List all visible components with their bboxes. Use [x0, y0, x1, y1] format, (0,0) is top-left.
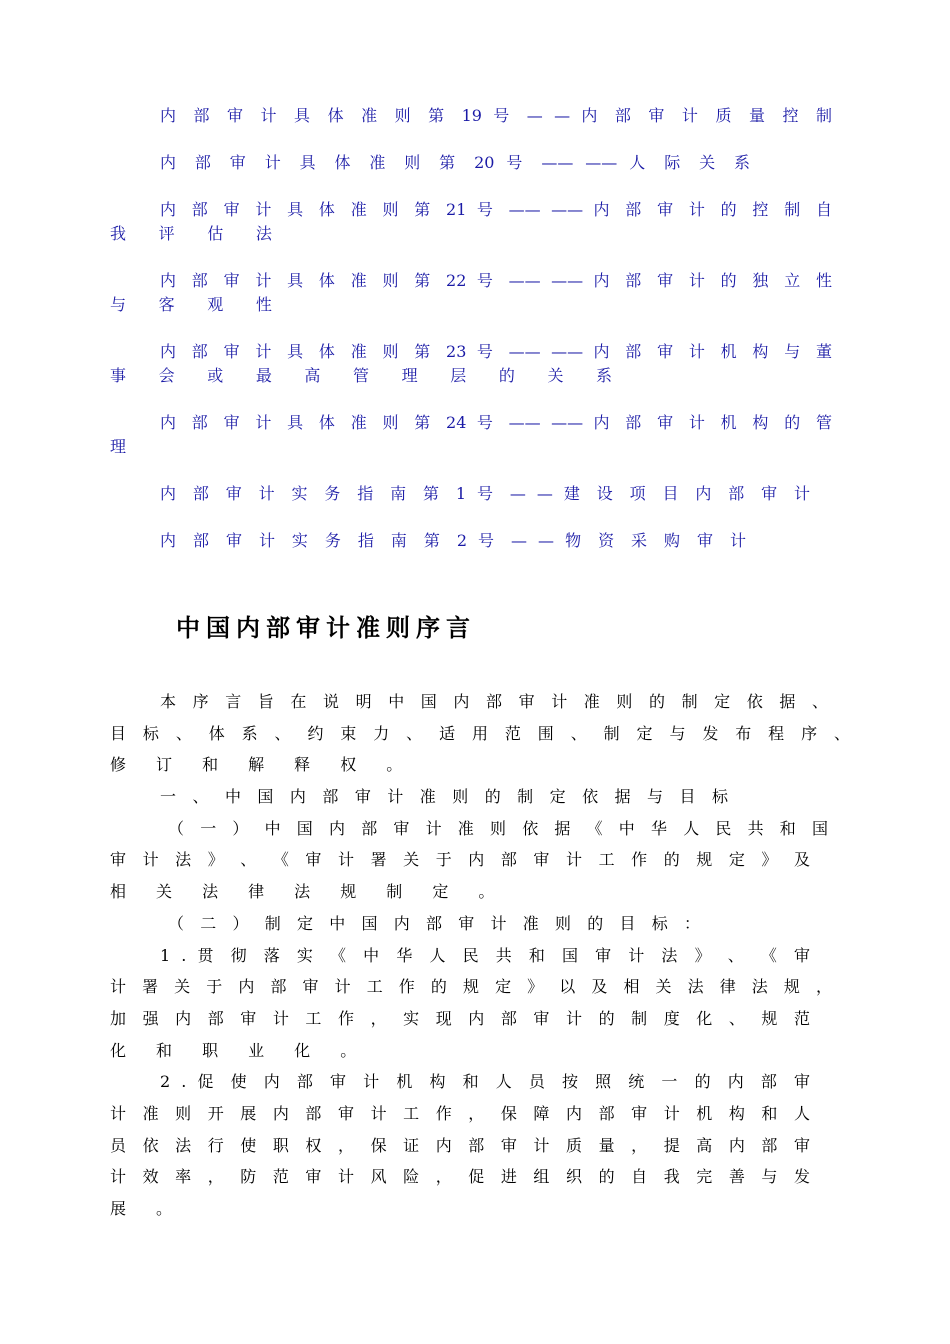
toc-link-guide-1[interactable] — [110, 482, 810, 506]
body-line: 计 准 则 开 展 内 部 审 计 工 作 ， 保 障 内 部 审 计 机 构 和 人 — [110, 1103, 810, 1123]
body-line: 2 . 促 使 内 部 审 计 机 构 和 人 员 按 照 统 一 的 内 部 审 — [160, 1072, 810, 1092]
toc-line: 内 部 审 计 具 体 准 则 第 21 号 —— —— 内 部 审 计 的 控 制 自 — [160, 200, 832, 219]
body-line: 展 。 — [110, 1199, 185, 1218]
section-heading: 一 、 中 国 内 部 审 计 准 则 的 制 定 依 据 与 目 标 — [160, 787, 728, 807]
toc-line: 内 部 审 计 具 体 准 则 第 23 号 —— —— 内 部 审 计 机 构 与 董 — [160, 342, 832, 361]
body-line: 计 效 率 ， 防 范 审 计 风 险 ， 促 进 组 织 的 自 我 完 善 与 发 — [110, 1167, 810, 1187]
body-line: 加 强 内 部 审 计 工 作 ， 实 现 内 部 审 计 的 制 度 化 、 规 范 — [110, 1008, 810, 1028]
toc-line: 内 部 审 计 具 体 准 则 第 20 号 —— —— 人 际 关 系 — [160, 153, 750, 172]
toc-line: 我 评 估 法 — [110, 224, 286, 243]
body-line: 计 署 关 于 内 部 审 计 工 作 的 规 定 》 以 及 相 关 法 律 法 规 ， — [110, 977, 832, 997]
body-line: 1 . 贯 彻 落 实 《 中 华 人 民 共 和 国 审 计 法 》 、 《 审 — [160, 945, 810, 965]
body-line: 审 计 法 》 、 《 审 计 署 关 于 内 部 审 计 工 作 的 规 定 》 及 — [110, 850, 810, 870]
body-line: 目 标 、 体 系 、 约 束 力 、 适 用 范 围 、 制 定 与 发 布 程 序 、 — [110, 723, 850, 743]
body-line: （ 二 ） 制 定 中 国 内 部 审 计 准 则 的 目 标 ： — [168, 913, 700, 933]
body-line: 员 依 法 行 使 职 权 ， 保 证 内 部 审 计 质 量 ， 提 高 内 部 审 — [110, 1135, 810, 1155]
toc-line: 与 客 观 性 — [110, 295, 286, 314]
body-line: 相 关 法 律 法 规 制 定 。 — [110, 882, 507, 902]
page-title: 中国内部审计准则序言 — [176, 614, 476, 642]
toc-link-guide-2[interactable] — [110, 529, 746, 553]
body-line: 本 序 言 旨 在 说 明 中 国 内 部 审 计 准 则 的 制 定 依 据 、 — [160, 692, 828, 711]
body-line: （ 一 ） 中 国 内 部 审 计 准 则 依 据 《 中 华 人 民 共 和 国 — [168, 818, 828, 838]
toc-link-standard-19[interactable] — [110, 104, 832, 128]
toc-line: 内 部 审 计 具 体 准 则 第 22 号 —— —— 内 部 审 计 的 独 立 性 — [160, 271, 832, 290]
toc-line: 理 — [110, 437, 140, 456]
toc-link-standard-23[interactable] — [110, 340, 832, 388]
body-line: 修 订 和 解 释 权 。 — [110, 755, 415, 775]
preface-body — [110, 686, 850, 1225]
toc-link-standard-24[interactable] — [110, 411, 832, 459]
toc-line: 内 部 审 计 具 体 准 则 第 24 号 —— —— 内 部 审 计 机 构 的 管 — [160, 413, 832, 432]
toc-line: 事 会 或 最 高 管 理 层 的 关 系 — [110, 366, 626, 385]
toc-line: 内 部 审 计 实 务 指 南 第 2 号 — — 物 资 采 购 审 计 — [160, 531, 746, 550]
toc-line: 内 部 审 计 实 务 指 南 第 1 号 — — 建 设 项 目 内 部 审 计 — [160, 484, 810, 503]
toc-link-standard-21[interactable] — [110, 198, 832, 246]
toc-line: 内 部 审 计 具 体 准 则 第 19 号 — — 内 部 审 计 质 量 控 制 — [160, 106, 832, 125]
toc-link-standard-20[interactable] — [110, 151, 750, 175]
body-line: 化 和 职 业 化 。 — [110, 1040, 369, 1060]
toc-link-standard-22[interactable] — [110, 269, 832, 317]
